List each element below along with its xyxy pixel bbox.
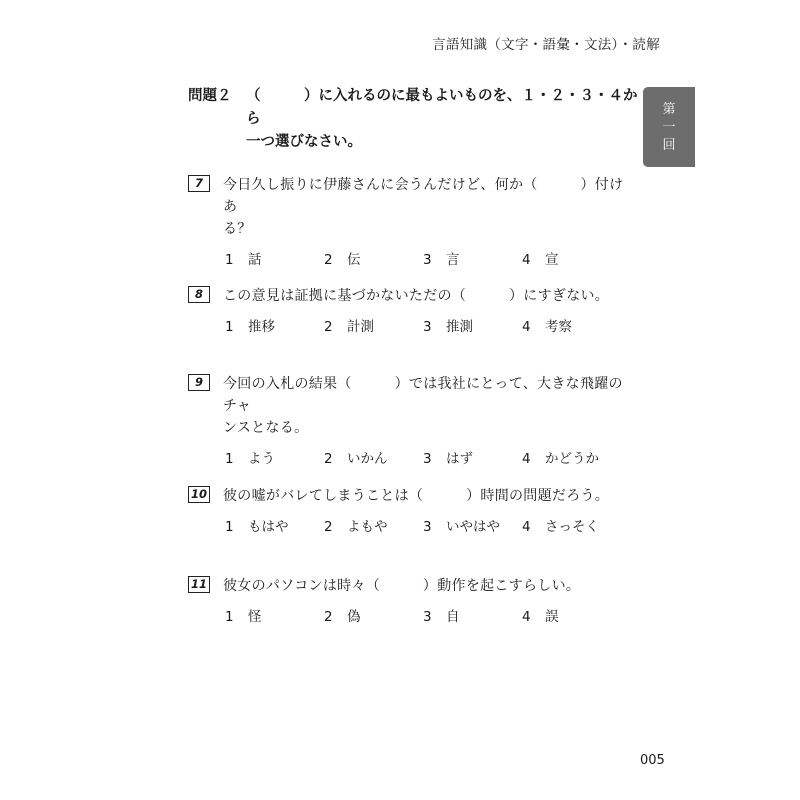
answer-option[interactable]: 3 推測 <box>423 319 473 335</box>
question-number-box: 7 <box>188 175 210 192</box>
answer-options <box>225 248 628 268</box>
answer-options <box>225 605 628 625</box>
answer-option[interactable]: 2 よもや <box>324 519 388 535</box>
answer-option[interactable]: 3 自 <box>423 609 460 625</box>
side-tab-char-1: 第 <box>662 101 676 117</box>
answer-option[interactable]: 4 考察 <box>522 319 572 335</box>
question-8 <box>188 285 628 335</box>
side-tab-char-3: 回 <box>662 137 676 153</box>
page-number: 005 <box>640 753 665 768</box>
answer-option[interactable]: 1 話 <box>225 252 262 268</box>
question-line-2: る？ <box>223 221 252 237</box>
page-header-title: 言語知識（文字・語彙・文法）・読解 <box>432 37 660 53</box>
question-number-box: 9 <box>188 374 210 391</box>
answer-option[interactable]: 4 宣 <box>522 252 559 268</box>
answer-options <box>225 315 628 335</box>
question-10 <box>188 485 628 535</box>
question-line-1: 彼の嘘がバレてしまうことは（ ）時間の問題だろう。 <box>223 488 610 504</box>
answer-option[interactable]: 3 いやはや <box>423 519 500 535</box>
question-11 <box>188 575 628 625</box>
answer-options <box>225 447 628 467</box>
question-line-1: 今回の入札の結果（ ）では我社にとって、大きな飛躍のチャ <box>223 376 623 414</box>
answer-option[interactable]: 3 はず <box>423 451 473 467</box>
answer-option[interactable]: 4 かどうか <box>522 451 599 467</box>
question-line-1: 彼女のパソコンは時々（ ）動作を起こすらしい。 <box>223 578 581 594</box>
answer-option[interactable]: 1 推移 <box>225 319 275 335</box>
answer-option[interactable]: 2 偽 <box>324 609 361 625</box>
answer-option[interactable]: 4 さっそく <box>522 519 599 535</box>
answer-options <box>225 515 628 535</box>
answer-option[interactable]: 4 誤 <box>522 609 559 625</box>
answer-option[interactable]: 3 言 <box>423 252 460 268</box>
problem-label: 問題２ <box>188 88 232 104</box>
instruction-line-2: 一つ選びなさい。 <box>246 134 362 150</box>
answer-option[interactable]: 2 計測 <box>324 319 374 335</box>
question-line-1: 今日久し振りに伊藤さんに会うんだけど、何か（ ）付けあ <box>223 177 624 215</box>
question-9 <box>188 373 628 467</box>
question-number-box: 10 <box>188 486 210 503</box>
answer-option[interactable]: 2 いかん <box>324 451 388 467</box>
question-number-box: 8 <box>188 286 210 303</box>
answer-option[interactable]: 1 もはや <box>225 519 289 535</box>
question-line-1: この意見は証拠に基づかないただの（ ）にすぎない。 <box>223 288 610 304</box>
question-number-box: 11 <box>188 576 210 593</box>
side-tab-char-2: 一 <box>662 119 676 135</box>
chapter-side-tab <box>643 87 695 167</box>
instruction-line-1: （ ）に入れるのに最もよいものを、１・２・３・４から <box>246 88 638 127</box>
question-7 <box>188 174 628 268</box>
problem-instruction <box>188 85 638 154</box>
answer-option[interactable]: 2 伝 <box>324 252 361 268</box>
answer-option[interactable]: 1 よう <box>225 451 275 467</box>
answer-option[interactable]: 1 怪 <box>225 609 262 625</box>
question-line-2: ンスとなる。 <box>223 420 309 436</box>
